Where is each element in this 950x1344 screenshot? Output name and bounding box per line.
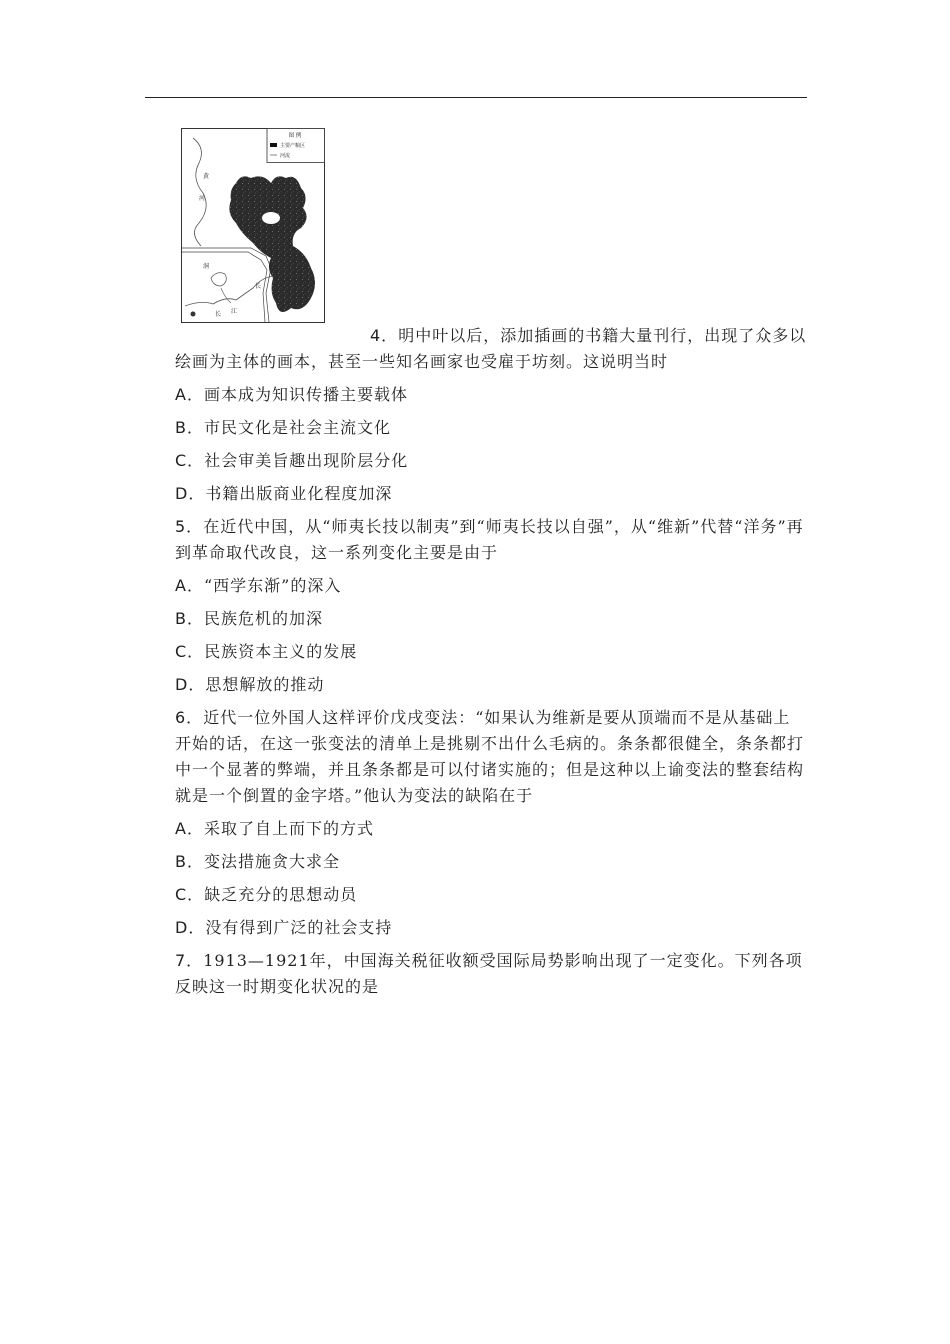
option-letter: A． [175,385,204,404]
option-c [175,639,807,665]
legend-river-label: 河流 [280,153,291,159]
option-b [175,415,807,441]
question-stem [175,705,807,809]
option-text: “西学东渐”的深入 [203,576,342,595]
map-label-jiang-2: 江 [231,308,238,315]
option-letter: D． [175,918,206,937]
option-letter: B． [175,609,204,628]
option-b [175,849,807,875]
question-stem [175,948,807,1000]
grain-region-map [181,128,325,323]
legend-grain-label: 主要产粮区 [280,143,306,149]
question-text: 明中叶以后，添加插画的书籍大量刊行，出现了众多以绘画为主体的画本，甚至一些知名画家也受雇于坊刻。这说明当时 [175,326,807,371]
option-text: 画本成为知识传播主要载体 [203,385,408,404]
option-text: 思想解放的推动 [205,675,325,694]
map-label-dong: 洞 [203,263,210,270]
option-letter: A． [175,819,204,838]
question-4 [175,320,807,507]
map-label-chang: 长 [255,283,262,290]
option-c [175,882,807,908]
map-marker [191,312,196,317]
question-text: 近代一位外国人这样评价戊戌变法：“如果认为维新是要从顶端而不是从基础上开始的话，在这一张变法的清单上是挑剔不出什么毛病的。条条都很健全，条条都打中一个显著的弊端，并且条条都是可以付诸实施的；但是这种以上谕变法的整套结构就是一个倒置的金字塔。”他认为变法的缺陷在于 [175,708,805,805]
question-number: 5． [175,517,204,536]
question-number: 4． [370,326,399,345]
option-letter: B． [175,852,204,871]
question-number: 6． [175,708,204,727]
option-a [175,816,807,842]
header-rule [145,97,807,98]
question-text: 在近代中国，从“师夷长技以制夷”到“师夷长技以自强”，从“维新”代替“洋务”再到革命取代改良，这一系列变化主要是由于 [175,517,804,562]
option-text: 没有得到广泛的社会支持 [205,918,393,937]
question-stem [175,514,807,566]
lake [262,212,280,224]
map-label-he: 河 [199,195,206,202]
question-text: 1913—1921年，中国海关税征收额受国际局势影响出现了一定变化。下列各项反映这一时期变化状况的是 [175,951,803,996]
option-letter: D． [175,484,206,503]
question-stem [175,320,807,375]
option-text: 市民文化是社会主流文化 [203,418,391,437]
question-6 [175,705,807,941]
option-text: 书籍出版商业化程度加深 [205,484,393,503]
option-a [175,573,807,599]
map-label-jiang: 江 [269,266,276,273]
option-letter: A． [175,576,204,595]
map-label-chang-2: 长 [215,311,222,318]
option-text: 采取了自上而下的方式 [203,819,374,838]
question-5 [175,514,807,698]
option-letter: C． [175,885,205,904]
question-content [175,320,807,1000]
option-text: 变法措施贪大求全 [203,852,340,871]
option-b [175,606,807,632]
option-text: 民族危机的加深 [203,609,323,628]
question-7 [175,948,807,1000]
map-legend-title: 图 例 [288,133,302,139]
option-c [175,448,807,474]
option-letter: C． [175,451,205,470]
question-number: 7． [175,951,204,970]
option-text: 社会审美旨趣出现阶层分化 [204,451,409,470]
option-letter: B． [175,418,204,437]
option-d [175,672,807,698]
option-letter: C． [175,642,205,661]
legend-grain-swatch [270,143,277,147]
option-a [175,382,807,408]
option-letter: D． [175,675,206,694]
option-d [175,915,807,941]
map-label-huang: 黄 [203,173,210,180]
option-text: 民族资本主义的发展 [204,642,358,661]
option-text: 缺乏充分的思想动员 [204,885,358,904]
option-d [175,481,807,507]
